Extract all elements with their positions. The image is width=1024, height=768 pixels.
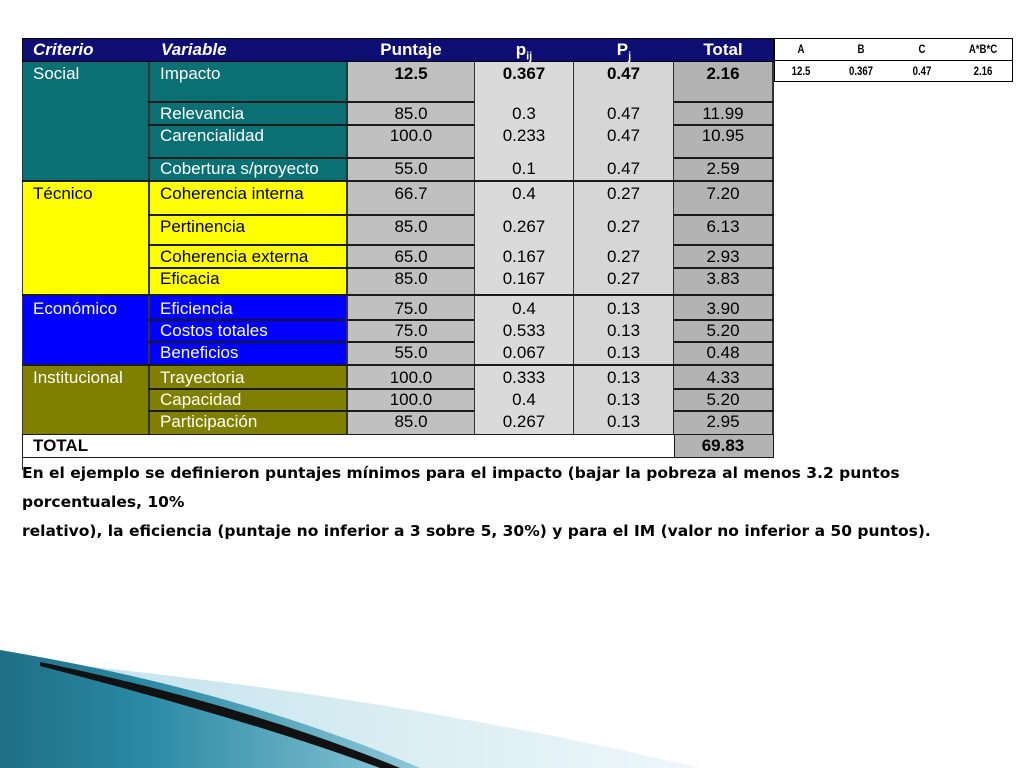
variable-cell: Pertinencia <box>160 217 246 236</box>
variable-cell: Eficiencia <box>160 299 233 318</box>
header-variable: Variable <box>161 40 227 59</box>
row-line <box>674 101 774 103</box>
criterion-institucional: Institucional <box>33 368 123 387</box>
header-total: Total <box>703 40 743 59</box>
total-cell: 0.48 <box>706 343 740 362</box>
pj-cell: 0.13 <box>606 343 641 362</box>
header-puntaje: Puntaje <box>380 40 442 59</box>
pij-cell: 0.4 <box>512 390 536 409</box>
mini-value-a: 12.5 <box>791 64 811 78</box>
pj-cell: 0.47 <box>606 104 641 123</box>
puntaje-cell: 85.0 <box>394 217 428 236</box>
variable-cell: Impacto <box>160 64 221 83</box>
group-line <box>22 180 774 182</box>
row-line <box>148 101 474 103</box>
total-cell: 10.95 <box>701 126 745 145</box>
pij-cell: 0.167 <box>502 269 546 288</box>
pij-cell: 0.167 <box>502 247 546 266</box>
pij-cell: 0.333 <box>502 368 546 387</box>
puntaje-cell: 100.0 <box>389 390 433 409</box>
puntaje-cell: 55.0 <box>394 159 428 178</box>
pij-cell: 0.267 <box>502 217 546 236</box>
mini-table-divider <box>775 60 1012 61</box>
total-cell: 4.33 <box>706 368 740 387</box>
criterion-economico: Económico <box>33 299 118 318</box>
explanatory-note <box>22 459 1017 546</box>
variable-cell: Costos totales <box>160 321 268 340</box>
puntaje-cell: 85.0 <box>394 104 428 123</box>
puntaje-cell: 55.0 <box>394 343 428 362</box>
mini-header-a: A <box>797 42 805 56</box>
header-pj: $P_j$ <box>616 40 632 63</box>
pij-cell: 0.233 <box>502 126 546 145</box>
decorative-swoosh <box>0 640 1024 768</box>
total-row <box>22 434 774 458</box>
puntaje-cell: 12.5 <box>394 64 428 83</box>
total-cell: 2.59 <box>706 159 740 178</box>
pij-cell: 0.367 <box>502 64 546 83</box>
total-cell: 2.93 <box>706 247 740 266</box>
group-line <box>22 294 774 296</box>
puntaje-cell: 85.0 <box>394 269 428 288</box>
mini-header-c: C <box>918 42 926 56</box>
pj-cell: 0.13 <box>606 299 641 318</box>
mini-header-abc: A*B*C <box>968 42 998 56</box>
variable-cell: Coherencia externa <box>160 247 309 266</box>
variable-cell: Capacidad <box>160 390 242 409</box>
pj-cell: 0.47 <box>606 126 641 145</box>
total-cell: 6.13 <box>706 217 740 236</box>
total-cell: 5.20 <box>706 321 740 340</box>
variable-cell: Coherencia interna <box>160 184 304 203</box>
puntaje-cell: 100.0 <box>389 126 433 145</box>
pij-cell: 0.4 <box>512 184 536 203</box>
total-cell: 5.20 <box>706 390 740 409</box>
row-line <box>674 244 774 246</box>
variable-cell: Trayectoria <box>160 368 245 387</box>
puntaje-cell: 75.0 <box>394 321 428 340</box>
pij-cell: 0.067 <box>502 343 546 362</box>
total-cell: 7.20 <box>706 184 740 203</box>
pij-cell: 0.533 <box>502 321 546 340</box>
pij-cell: 0.4 <box>512 299 536 318</box>
total-value: 69.83 <box>701 436 745 455</box>
variable-cell: Participación <box>160 412 258 431</box>
header-criterio: Criterio <box>33 40 94 59</box>
total-cell: 2.16 <box>706 64 740 83</box>
divider-left <box>22 62 23 470</box>
row-line <box>148 214 474 216</box>
pij-cell: 0.3 <box>512 104 536 123</box>
total-label: TOTAL <box>33 436 89 455</box>
total-cell: 2.95 <box>706 412 740 431</box>
mini-value-b: 0.367 <box>848 64 874 78</box>
pj-cell: 0.47 <box>606 159 641 178</box>
pij-cell: 0.267 <box>502 412 546 431</box>
puntaje-cell: 75.0 <box>394 299 428 318</box>
pj-cell: 0.13 <box>606 368 641 387</box>
variable-cell: Carencialidad <box>160 126 264 145</box>
divider-right <box>772 62 774 434</box>
puntaje-cell: 65.0 <box>394 247 428 266</box>
puntaje-cell: 100.0 <box>389 368 433 387</box>
pj-cell: 0.27 <box>606 269 641 288</box>
criterion-tecnico: Técnico <box>33 184 93 203</box>
pj-cell: 0.27 <box>606 217 641 236</box>
pj-cell: 0.13 <box>606 412 641 431</box>
variable-cell: Beneficios <box>160 343 239 362</box>
pj-cell: 0.27 <box>606 184 641 203</box>
pj-cell: 0.27 <box>606 247 641 266</box>
pj-cell: 0.13 <box>606 390 641 409</box>
pij-cell: 0.1 <box>512 159 536 178</box>
puntaje-cell: 66.7 <box>394 184 428 203</box>
mini-value-c: 0.47 <box>912 64 932 78</box>
variable-cell: Relevancia <box>160 104 245 123</box>
variable-cell: Cobertura s/proyecto <box>160 159 319 178</box>
puntaje-cell: 85.0 <box>394 412 428 431</box>
total-cell: 11.99 <box>702 104 744 123</box>
variable-cell: Eficacia <box>160 269 220 288</box>
row-line <box>674 214 774 216</box>
criterion-social: Social <box>33 64 80 83</box>
note-line-1: En el ejemplo se definieron puntajes mínimos para el impacto (bajar la pobreza al menos 3.2 puntos porcentuales, 10% <box>22 464 900 511</box>
pj-cell: 0.47 <box>606 64 641 83</box>
header-pij: $p_{ij}$ <box>515 40 533 63</box>
mini-header-b: B <box>857 42 865 56</box>
pj-cell: 0.13 <box>606 321 641 340</box>
note-line-2: relativo), la eficiencia (puntaje no inferior a 3 sobre 5, 30%) y para el IM (valor no inferior a 50 puntos). <box>22 522 931 540</box>
mini-value-abc: 2.16 <box>973 64 993 78</box>
total-cell: 3.83 <box>706 269 740 288</box>
group-line <box>22 364 774 366</box>
total-cell: 3.90 <box>706 299 740 318</box>
row-line <box>148 244 474 246</box>
